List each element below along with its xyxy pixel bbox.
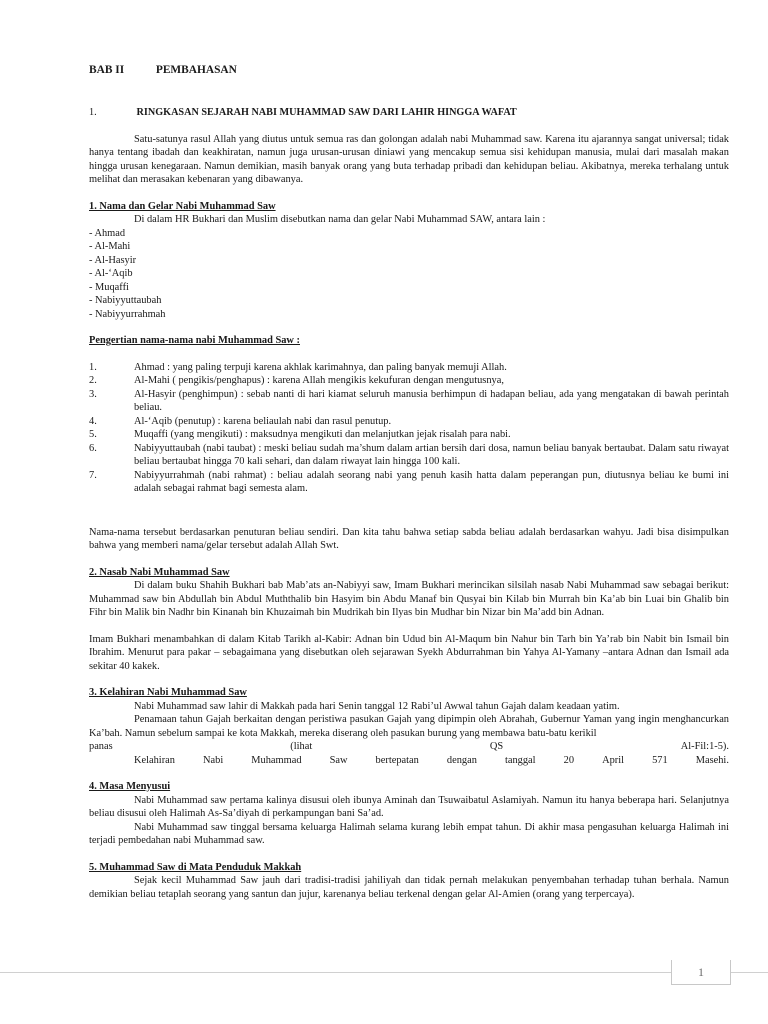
word: bertepatan	[375, 754, 419, 766]
list-item	[89, 388, 729, 415]
word: 571	[652, 754, 668, 766]
item-text: Al-Hasyir (penghimpun) : sebab nanti di hari kiamat seluruh manusia berhimpun di hadapan beliau, ada yang mengatakan di bawah perintah beliau.	[134, 388, 729, 413]
section-heading	[89, 106, 729, 120]
word: Kelahiran	[134, 754, 175, 766]
birth-paragraph-2-last-line	[89, 740, 729, 754]
subsection-heading-names: 1. Nama dan Gelar Nabi Muhammad Saw	[89, 200, 276, 212]
chapter-heading	[89, 64, 729, 79]
nursing-paragraph-2: Nabi Muhammad saw tinggal bersama keluarga Halimah selama kurang lebih empat tahun. Di akhir masa pengasuhan keluarga Halimah ini terjadi pembedahan nabi Muhammad saw.	[89, 821, 729, 846]
list-item: - Al-Mahi	[89, 241, 131, 252]
item-number: 1.	[89, 361, 97, 373]
list-item: - Al-Hasyir	[89, 254, 137, 266]
list-item: - Nabiyyuttaubah	[89, 295, 162, 306]
birth-paragraph-2: Penamaan tahun Gajah berkaitan dengan peristiwa pasukan Gajah yang dipimpin oleh Abrahah, Gubernur Yaman yang ingin menghancurkan Ka’bah. Namun sebelum sampai ke kota Makkah, mereka diserang oleh pasukan burung yang membawa batu-batu kerikil	[89, 714, 729, 739]
word: tanggal	[504, 754, 536, 766]
section-number: 1.	[89, 107, 97, 118]
names-lead: Di dalam HR Bukhari dan Muslim disebutkan nama dan gelar Nabi Muhammad SAW, antara lain :	[134, 214, 546, 225]
word: Masehi.	[695, 754, 729, 766]
list-item: - Ahmad	[89, 227, 126, 239]
list-item	[89, 415, 729, 429]
chapter-title: PEMBAHASAN	[155, 64, 237, 76]
word: April	[602, 754, 625, 766]
word: (lihat	[290, 741, 313, 752]
item-text: Nabiyyurrahmah (nabi rahmat) : beliau adalah seorang nabi yang penuh kasih hatta dalam peperangan pun, diutusnya beliau ke bumi ini adalah sebagai rahmat bagi semesta alam.	[134, 469, 729, 494]
makkah-paragraph-1: Sejak kecil Muhammad Saw jauh dari tradisi-tradisi jahiliyah dan tidak pernah melakukan penyembahan terhadap tuhan berhala. Namun demikian beliau tetaplah seorang yang santun dan jujur, karenanya beliau terkenal dengan gelar Al-Amien (orang yang terpercaya).	[89, 875, 729, 900]
word: Saw	[329, 754, 348, 766]
list-item: - Nabiyyurrahmah	[89, 308, 166, 320]
names-list	[89, 227, 729, 322]
word: 20	[563, 754, 575, 766]
names-closing-paragraph: Nama-nama tersebut berdasarkan penuturan beliau sendiri. Dan kita tahu bahwa setiap sabda beliau adalah berdasarkan wahyu. Jadi bisa disimpulkan bahwa yang memberi nama/gelar tersebut adalah Allah Swt.	[89, 526, 729, 551]
intro-paragraph: Satu-satunya rasul Allah yang diutus untuk semua ras dan golongan adalah nabi Muhammad saw. Karena itu ajarannya sangat universal; tidak hanya tentang ibadah dan keakhiratan, namun juga urusan-urusan diniawi yang mencakup semua sisi kehidupan manusia, mulai dari masalah makan hingga urusan kenegaraan. Namun demikian, masih banyak orang yang buta terhadap pribadi dan kehidupan beliau. Akibatnya, mereka terhalang untuk melihat dan merasakan kebenaran yang dibawanya.	[89, 133, 729, 185]
page-number: 1	[671, 960, 731, 985]
subsection-heading-nursing: 4. Masa Menyusui	[89, 781, 171, 792]
item-number: 4.	[89, 415, 97, 427]
lineage-paragraph-2: Imam Bukhari menambahkan di dalam Kitab Tarikh al-Kabir: Adnan bin Udud bin Al-Maqum bin Nahur bin Tarh bin Ya’rab bin Nabit bin Ismail bin Ibrahim. Menurut para pakar – sebagaimana yang disebutkan oleh sejarawan Syekh Abdurrahman bin Yahya Al-Yamany –antara Adnan dan Ismail ada sekitar 40 kakek.	[89, 633, 729, 672]
list-item	[89, 361, 729, 375]
list-item	[89, 374, 729, 388]
lineage-paragraph-1: Di dalam buku Shahih Bukhari bab Mab’ats an-Nabiyyi saw, Imam Bukhari merincikan silsilah nasab Nabi Muhammad saw sebagai berikut: Muhammad saw bin Abdullah bin Abdul Muththalib bin Hasyim bin Abdu Manaf bin Qusyai bin Kilab bin Murrah bin Ka’ab bin Luai bin Ghalib bin Fihr bin Malik bin Nadhr bin Kinanah bin Khuzaimah bin Mudrikah bin Ilyas bin Mudhar bin Nizar bin Ma’add bin Adnan.	[89, 580, 729, 618]
word: Nabi	[203, 754, 224, 766]
birth-paragraph-3	[89, 754, 729, 768]
item-number: 7.	[89, 469, 97, 481]
document-body	[89, 64, 729, 901]
item-number: 5.	[89, 429, 97, 440]
item-text: Al-Mahi ( pengikis/penghapus) : karena Allah mengikis kekufuran dengan mengutusnya,	[134, 375, 504, 386]
list-item	[89, 442, 729, 469]
word: Muhammad	[251, 754, 302, 766]
item-text: Ahmad : yang paling terpuji karena akhlak karimahnya, dan paling banyak memuji Allah.	[134, 361, 507, 373]
item-text: Muqaffi (yang mengikuti) : maksudnya mengikuti dan melanjutkan jejak risalah para nabi.	[134, 429, 511, 440]
item-text: Nabiyyuttaubah (nabi taubat) : meski beliau sudah ma’shum dalam artian bersih dari dosa, namun beliau banyak bertaubat. Dalam satu riwayat beliau bertaubat hingga 70 kali sehari, dan dalam riwayat lain hingga 100 kali.	[134, 442, 729, 467]
subsection-heading-meanings: Pengertian nama-nama nabi Muhammad Saw :	[89, 335, 300, 346]
word: panas	[89, 741, 113, 752]
item-number: 2.	[89, 375, 97, 386]
chapter-number: BAB II	[89, 64, 125, 76]
list-item	[89, 469, 729, 496]
item-text: Al-‘Aqib (penutup) : karena beliaulah nabi dan rasul penutup.	[134, 415, 392, 427]
word: dengan	[446, 754, 477, 766]
word: QS	[489, 741, 504, 752]
list-item: - Muqaffi	[89, 281, 129, 293]
footer-divider	[0, 972, 768, 973]
item-number: 3.	[89, 388, 97, 400]
subsection-heading-lineage: 2. Nasab Nabi Muhammad Saw	[89, 566, 230, 578]
list-item	[89, 428, 729, 442]
meanings-list	[89, 361, 729, 496]
subsection-heading-makkah: 5. Muhammad Saw di Mata Penduduk Makkah	[89, 861, 302, 873]
nursing-paragraph-1: Nabi Muhammad saw pertama kalinya disusui oleh ibunya Aminah dan Tsuwaibatul Aslamiyah. Namun itu hanya beberapa hari. Selanjutnya beliau disusui oleh Halimah As-Sa’diyah di perkampungan bani Sa’ad.	[89, 794, 729, 819]
list-item: - Al-‘Aqib	[89, 268, 133, 279]
section-title: RINGKASAN SEJARAH NABI MUHAMMAD SAW DARI LAHIR HINGGA WAFAT	[136, 107, 517, 118]
subsection-heading-birth: 3. Kelahiran Nabi Muhammad Saw	[89, 687, 247, 698]
word: Al-Fil:1-5).	[680, 741, 729, 752]
birth-paragraph-1: Nabi Muhammad saw lahir di Makkah pada hari Senin tanggal 12 Rabi’ul Awwal tahun Gajah dalam keadaan yatim.	[134, 700, 620, 712]
item-number: 6.	[89, 442, 97, 454]
